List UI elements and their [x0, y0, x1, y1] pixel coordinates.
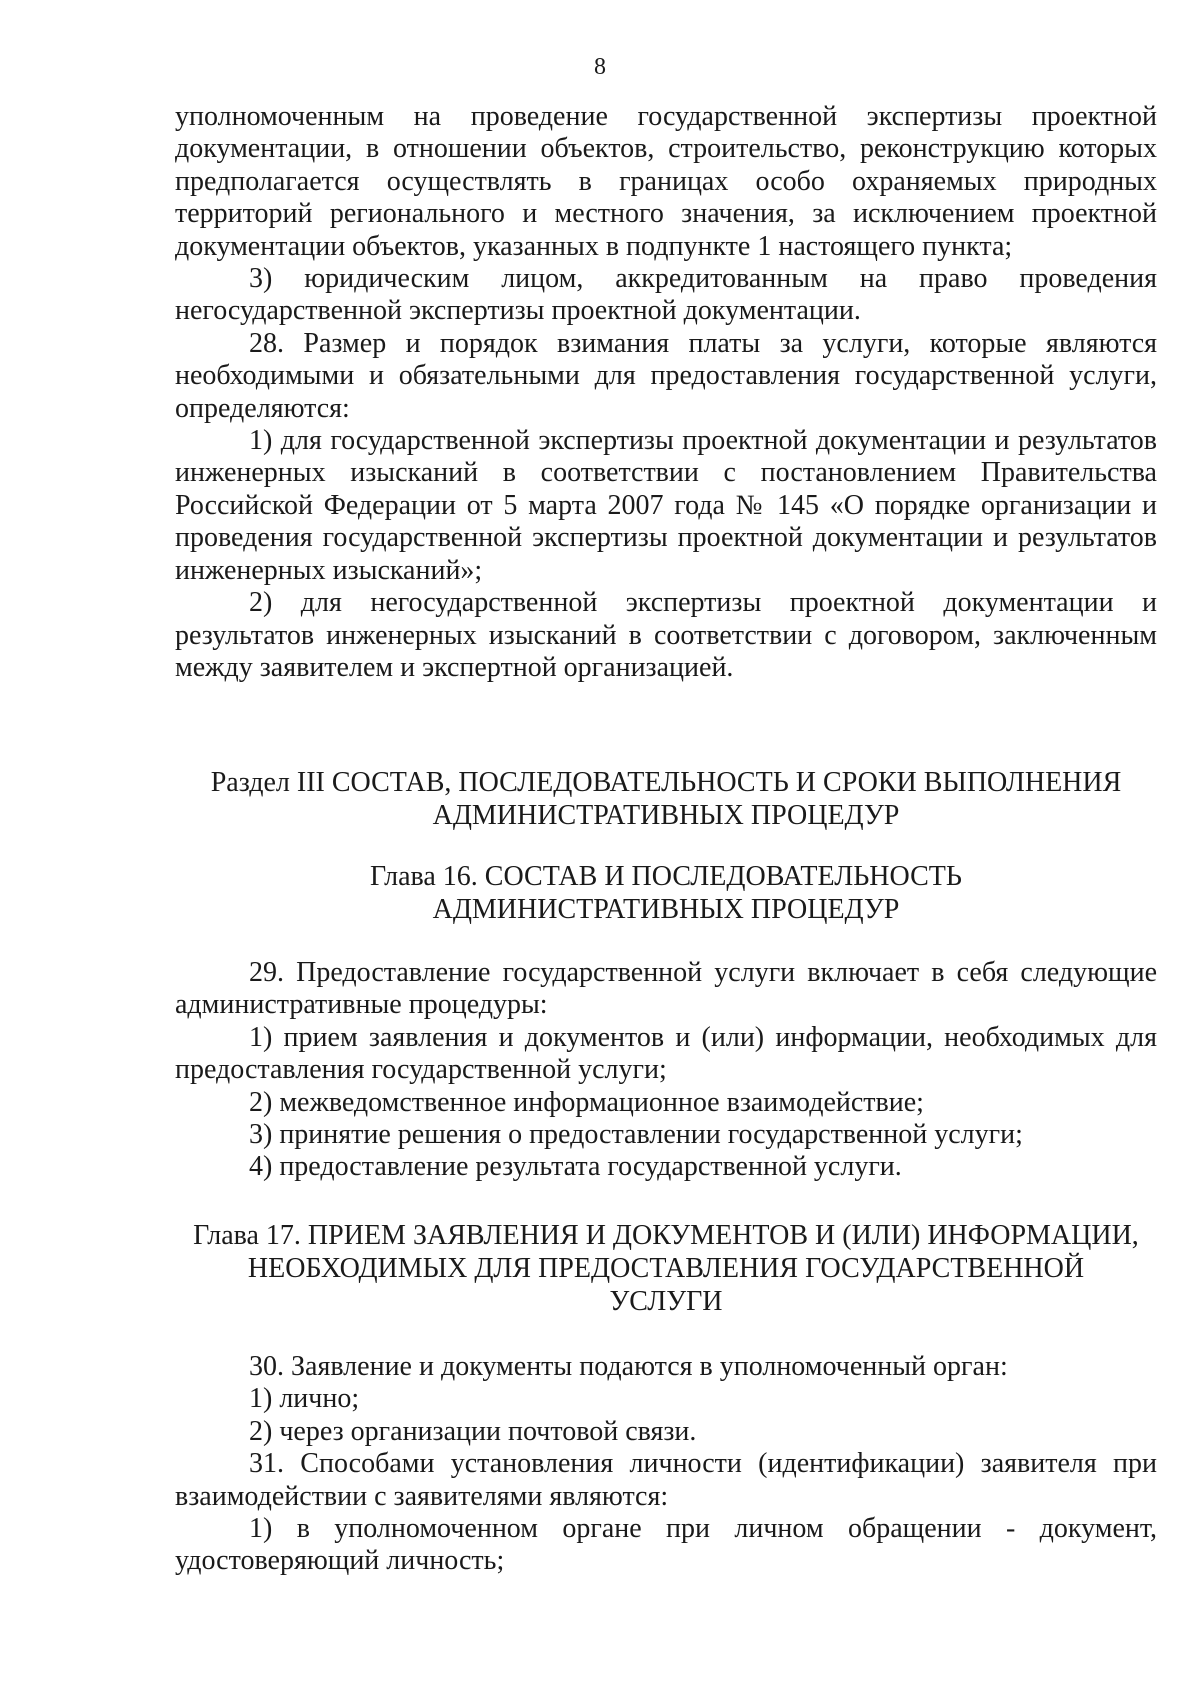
chapter-heading-line: НЕОБХОДИМЫХ ДЛЯ ПРЕДОСТАВЛЕНИЯ ГОСУДАРСТВЕННОЙ [247, 1253, 1085, 1284]
section-heading-line: АДМИНИСТРАТИВНЫХ ПРОЦЕДУР [432, 800, 900, 831]
chapter-heading-line: УСЛУГИ [609, 1286, 723, 1317]
text-block-2 [175, 957, 1157, 1184]
paragraph: 3) юридическим лицом, аккредитованным на право проведения негосударственной экспертизы проектной документации. [175, 263, 1157, 327]
section-heading-line: Раздел III СОСТАВ, ПОСЛЕДОВАТЕЛЬНОСТЬ И СРОКИ ВЫПОЛНЕНИЯ [210, 767, 1122, 798]
paragraph: 2) межведомственное информационное взаимодействие; [249, 1086, 924, 1118]
paragraph: 2) для негосударственной экспертизы проектной документации и результатов инженерных изысканий в соответствии с договором, заключенным между заявителем и экспертной организацией. [175, 587, 1157, 683]
chapter-17-heading [175, 1219, 1157, 1318]
paragraph: 1) лично; [249, 1383, 360, 1415]
paragraph: уполномоченным на проведение государственной экспертизы проектной документации, в отношении объектов, строительство, реконструкцию которых предполагается осуществлять в границах особо охраняемых природных территорий регионального и местного значения, за исключением проектной документации объектов, указанных в подпункте 1 настоящего пункта; [175, 101, 1157, 262]
chapter-heading-line: АДМИНИСТРАТИВНЫХ ПРОЦЕДУР [432, 894, 900, 925]
text-block-1 [175, 101, 1157, 684]
paragraph: 28. Размер и порядок взимания платы за услуги, которые являются необходимыми и обязательными для предоставления государственной услуги, определяются: [175, 327, 1157, 424]
paragraph: 29. Предоставление государственной услуги включает в себя следующие административные процедуры: [175, 957, 1157, 1021]
paragraph: 4) предоставление результата государственной услуги. [249, 1151, 902, 1183]
paragraph: 30. Заявление и документы подаются в уполномоченный орган: [249, 1351, 1008, 1382]
chapter-16-heading [175, 860, 1157, 926]
paragraph: 1) прием заявления и документов и (или) информации, необходимых для предоставления государственной услуги; [175, 1021, 1157, 1086]
paragraph: 3) принятие решения о предоставлении государственной услуги; [249, 1119, 1023, 1151]
text-block-3 [175, 1351, 1157, 1578]
section-heading [175, 766, 1157, 832]
paragraph: 1) в уполномоченном органе при личном обращении - документ, удостоверяющий личность; [175, 1513, 1157, 1577]
paragraph: 1) для государственной экспертизы проектной документации и результатов инженерных изысканий в соответствии с постановлением Правительства Российской Федерации от 5 марта 2007 года № 145 «О порядке организации и проведения государственной экспертизы проектной документации и результатов инженерных изысканий»; [175, 425, 1157, 586]
chapter-heading-line: Глава 16. СОСТАВ И ПОСЛЕДОВАТЕЛЬНОСТЬ [370, 861, 962, 892]
page-number: 8 [594, 54, 606, 80]
chapter-heading-line: Глава 17. ПРИЕМ ЗАЯВЛЕНИЯ И ДОКУМЕНТОВ И (ИЛИ) ИНФОРМАЦИИ, [193, 1220, 1139, 1251]
paragraph: 2) через организации почтовой связи. [249, 1415, 697, 1447]
paragraph: 31. Способами установления личности (идентификации) заявителя при взаимодействии с заявителями являются: [175, 1448, 1157, 1512]
